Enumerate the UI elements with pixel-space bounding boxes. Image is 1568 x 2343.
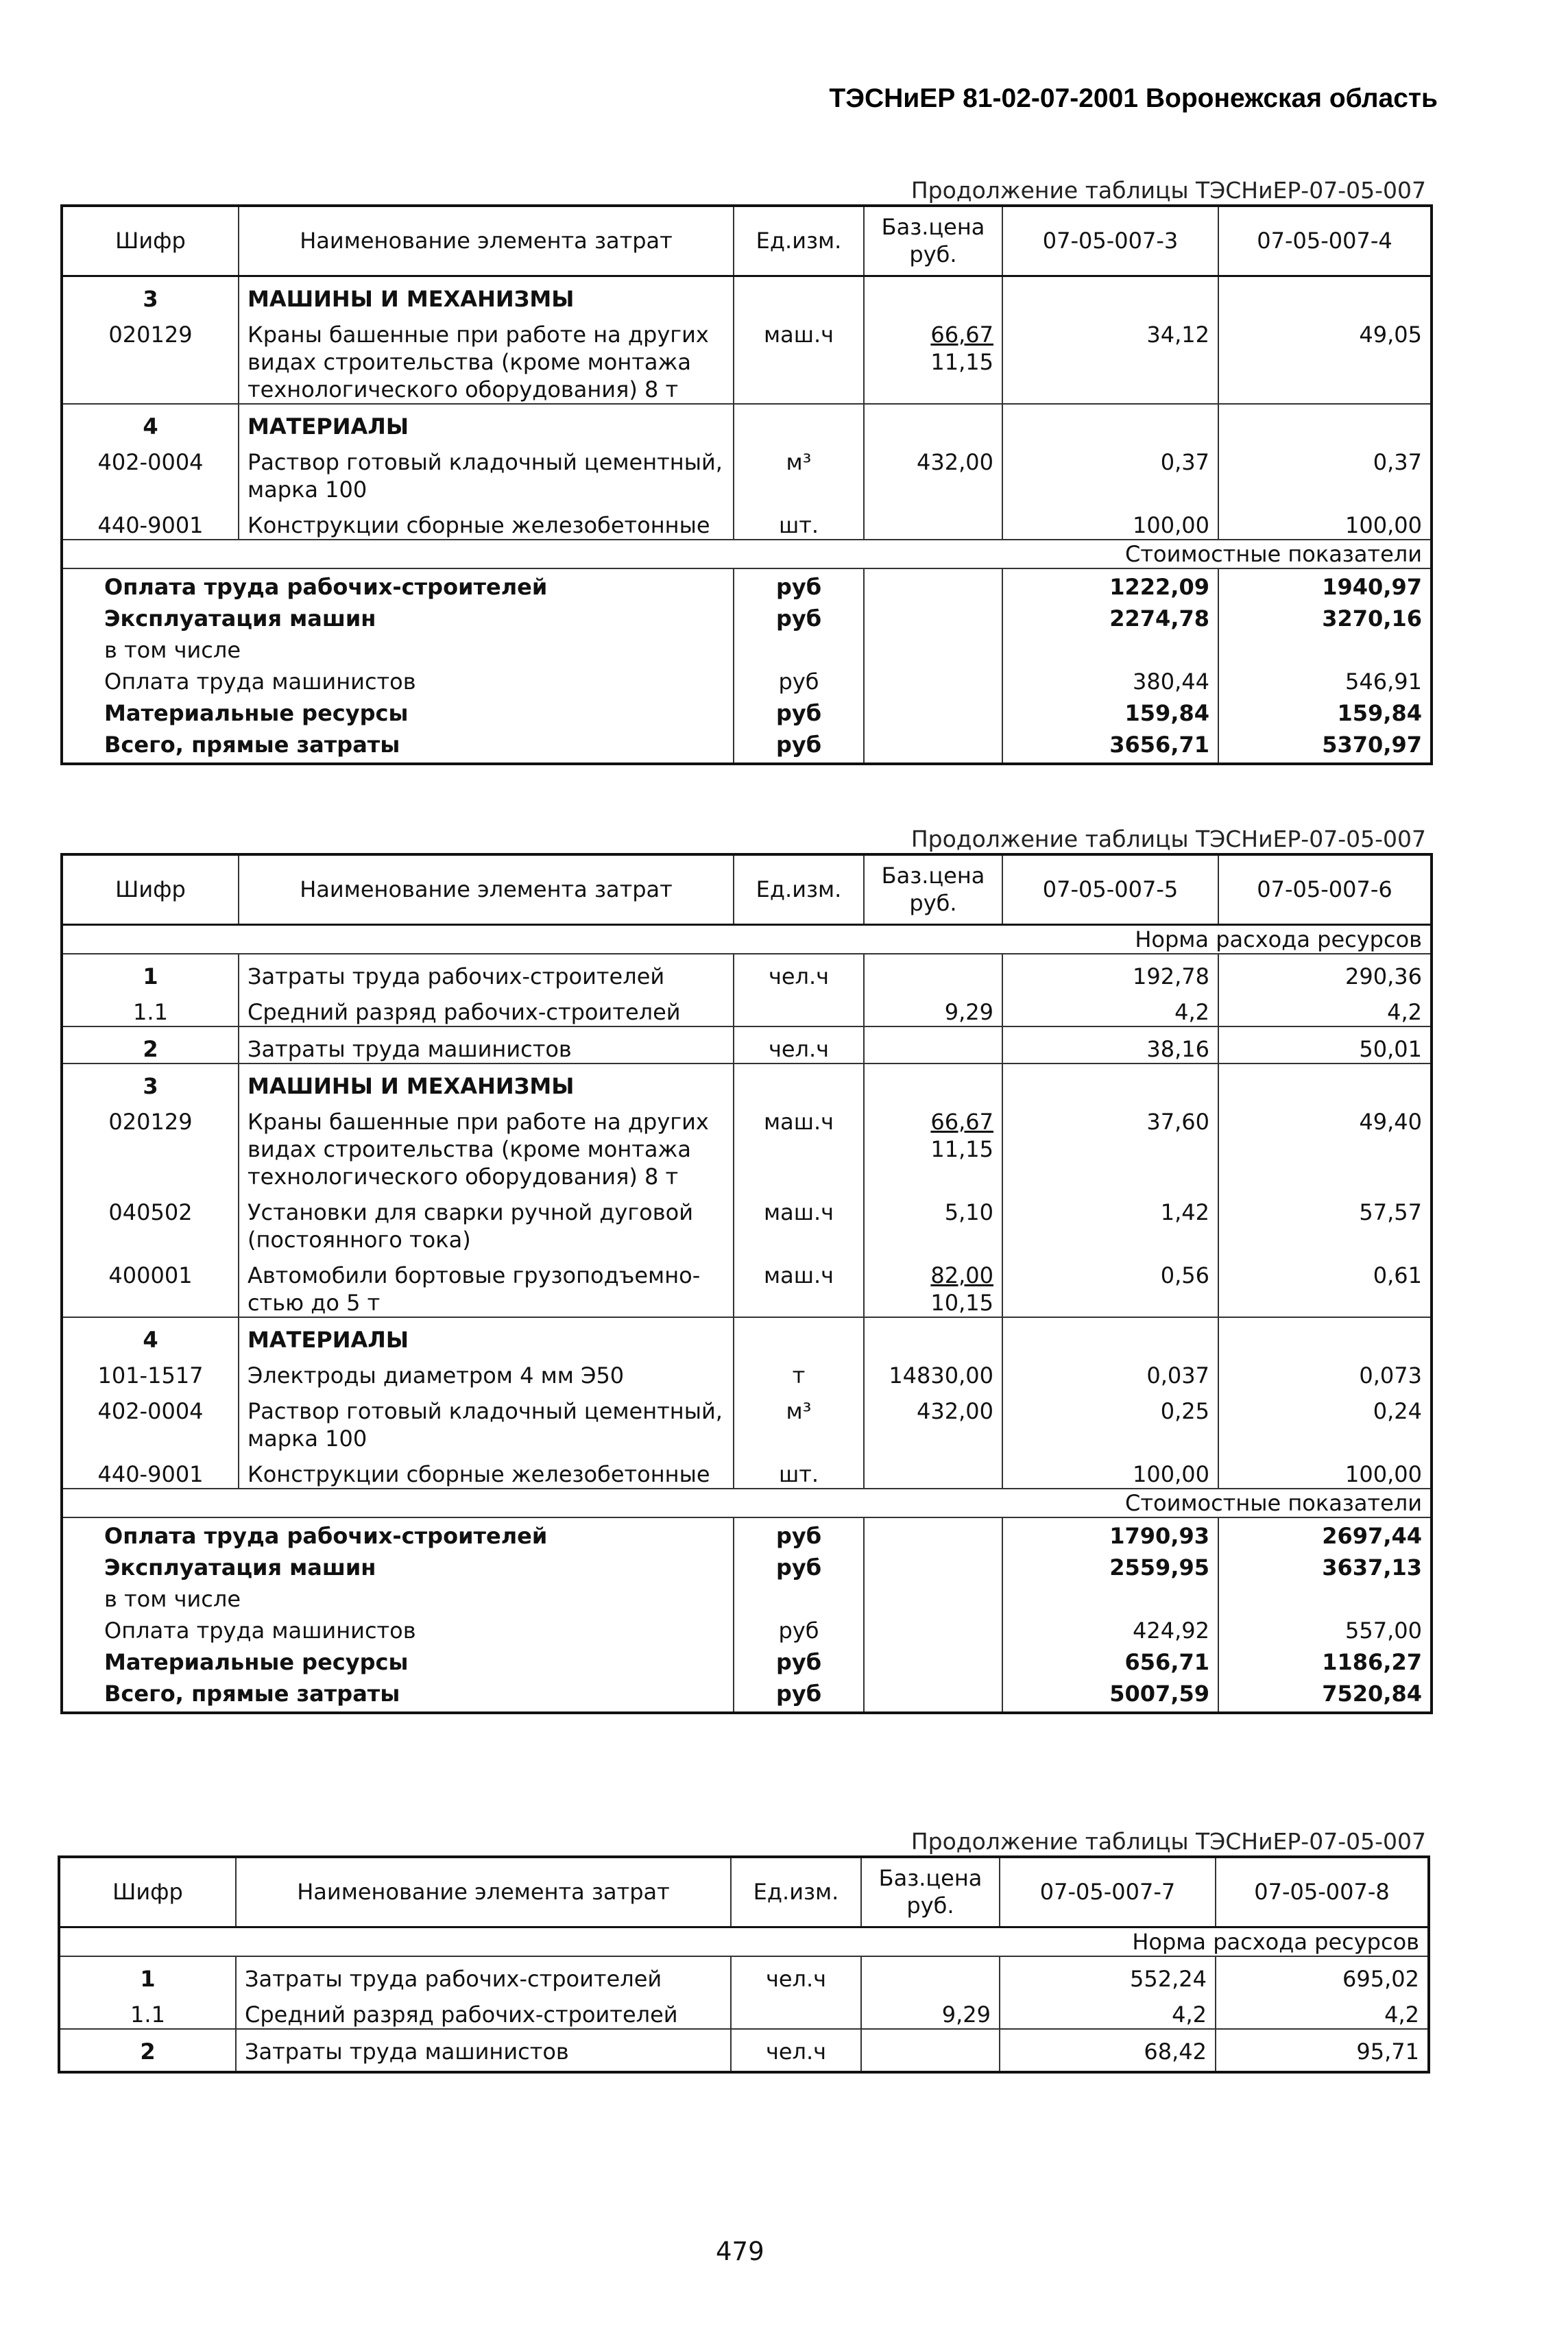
norm-title-row <box>59 1927 1429 1956</box>
row-unit: чел.ч <box>734 1026 864 1064</box>
cost-value-a: 656,71 <box>1002 1646 1218 1678</box>
row-price <box>864 1026 1002 1064</box>
row-name: Раствор готовый кладочный цементный, марка 100 <box>239 1389 734 1452</box>
cost-unit: руб <box>734 697 864 729</box>
col-header-rate-b: 07-05-007-4 <box>1218 206 1432 276</box>
row-value-a: 0,25 <box>1002 1389 1218 1452</box>
row-name: Конструкции сборные железобетонные <box>239 1452 734 1489</box>
row-name: Конструкции сборные железобетонные <box>239 503 734 540</box>
row-code: 1 <box>59 1956 236 1993</box>
cost-row <box>62 1646 1432 1678</box>
price-labor-value: 10,15 <box>930 1289 993 1316</box>
cost-value-b: 3637,13 <box>1218 1552 1432 1583</box>
labor-row <box>59 1993 1429 2029</box>
row-name: Затраты труда рабочих-строителей <box>236 1956 731 1993</box>
col-header-name: Наименование элемента затрат <box>239 854 734 924</box>
cost-value-b: 1940,97 <box>1218 568 1432 603</box>
row-value-b: 100,00 <box>1218 1452 1432 1489</box>
section-title: МАТЕРИАЛЫ <box>239 1317 734 1354</box>
row-name: Затраты труда рабочих-строителей <box>239 954 734 990</box>
row-value-a: 38,16 <box>1002 1026 1218 1064</box>
cost-value-b: 7520,84 <box>1218 1678 1432 1713</box>
norm-title-row <box>62 924 1432 954</box>
cost-row <box>62 603 1432 634</box>
table-header-row <box>62 206 1432 276</box>
row-unit: шт. <box>734 1452 864 1489</box>
row-price: 432,00 <box>864 440 1002 503</box>
row-value-a: 0,56 <box>1002 1253 1218 1317</box>
row-value-a: 192,78 <box>1002 954 1218 990</box>
col-header-rate-b: 07-05-007-8 <box>1216 1857 1429 1927</box>
cost-label: Эксплуатация машин <box>62 1552 734 1583</box>
row-price <box>864 954 1002 990</box>
row-name: Установки для сварки ручной дуговой (постоянного тока) <box>239 1190 734 1253</box>
row-name: Электроды диаметром 4 мм Э50 <box>239 1354 734 1389</box>
row-value-a: 552,24 <box>1000 1956 1216 1993</box>
col-header-code: Шифр <box>59 1857 236 1927</box>
cost-row <box>62 1678 1432 1713</box>
row-value-a: 37,60 <box>1002 1100 1218 1190</box>
cost-unit: руб <box>734 729 864 764</box>
cost-label: Материальные ресурсы <box>62 697 734 729</box>
cost-row <box>62 729 1432 764</box>
cost-row <box>62 634 1432 666</box>
section-header-row <box>62 1317 1432 1354</box>
row-code: 1.1 <box>59 1993 236 2029</box>
cost-indicators-title-row <box>62 1489 1432 1517</box>
row-price: 9,29 <box>861 1993 1000 2029</box>
table-row <box>62 313 1432 404</box>
section-header-row <box>62 404 1432 440</box>
row-value-b: 57,57 <box>1218 1190 1432 1253</box>
row-code: 440-9001 <box>62 1452 239 1489</box>
col-header-price <box>864 206 1002 276</box>
col-header-code: Шифр <box>62 854 239 924</box>
row-value-a: 4,2 <box>1002 990 1218 1026</box>
col-header-price <box>861 1857 1000 1927</box>
row-code: 2 <box>62 1026 239 1064</box>
row-value-b: 0,073 <box>1218 1354 1432 1389</box>
row-price <box>864 1100 1002 1190</box>
cost-unit: руб <box>734 1646 864 1678</box>
row-code: 101-1517 <box>62 1354 239 1389</box>
cost-value-b: 1186,27 <box>1218 1646 1432 1678</box>
row-value-a: 0,37 <box>1002 440 1218 503</box>
row-price: 432,00 <box>864 1389 1002 1452</box>
norm-title: Норма расхода ресурсов <box>62 924 1432 954</box>
row-code: 402-0004 <box>62 440 239 503</box>
table-row <box>62 1100 1432 1190</box>
cost-value-b: 546,91 <box>1218 666 1432 697</box>
cost-label: Оплата труда рабочих-строителей <box>62 568 734 603</box>
table-row <box>62 1389 1432 1452</box>
row-code: 440-9001 <box>62 503 239 540</box>
price-header-line1: Баз.цена <box>881 863 985 889</box>
cost-value-a: 380,44 <box>1002 666 1218 697</box>
row-value-b: 0,24 <box>1218 1389 1432 1452</box>
col-header-name: Наименование элемента затрат <box>236 1857 731 1927</box>
cost-indicators-title: Стоимостные показатели <box>62 1489 1432 1517</box>
row-price: 14830,00 <box>864 1354 1002 1389</box>
row-value-a: 68,42 <box>1000 2029 1216 2072</box>
price-value: 82,00 <box>930 1262 993 1288</box>
labor-row <box>62 1026 1432 1064</box>
row-price <box>864 1253 1002 1317</box>
price-value: 66,67 <box>930 1108 993 1135</box>
col-header-code: Шифр <box>62 206 239 276</box>
table-header-row <box>59 1857 1429 1927</box>
cost-label: Оплата труда машинистов <box>62 1615 734 1646</box>
row-name: Средний разряд рабочих-строителей <box>239 990 734 1026</box>
row-code: 2 <box>59 2029 236 2072</box>
col-header-unit: Ед.изм. <box>734 206 864 276</box>
cost-unit: руб <box>734 1517 864 1552</box>
row-unit <box>731 1993 861 2029</box>
row-value-b: 695,02 <box>1216 1956 1429 1993</box>
section-number: 3 <box>62 1064 239 1100</box>
labor-row <box>62 954 1432 990</box>
row-value-b: 49,40 <box>1218 1100 1432 1190</box>
resource-table-3 <box>58 1855 1430 2074</box>
price-labor-value: 11,15 <box>930 1136 993 1162</box>
cost-value-a: 159,84 <box>1002 697 1218 729</box>
row-price: 9,29 <box>864 990 1002 1026</box>
row-unit: маш.ч <box>734 1100 864 1190</box>
row-value-b: 290,36 <box>1218 954 1432 990</box>
labor-row <box>59 2029 1429 2072</box>
cost-label: в том числе <box>62 634 734 666</box>
cost-label: Материальные ресурсы <box>62 1646 734 1678</box>
section-number: 4 <box>62 1317 239 1354</box>
cost-value-a: 3656,71 <box>1002 729 1218 764</box>
page-number: 479 <box>716 2237 764 2266</box>
cost-label: Эксплуатация машин <box>62 603 734 634</box>
cost-row <box>62 697 1432 729</box>
price-labor-value: 11,15 <box>930 348 993 375</box>
table-header-row <box>62 854 1432 924</box>
row-unit: м³ <box>734 1389 864 1452</box>
col-header-rate-b: 07-05-007-6 <box>1218 854 1432 924</box>
row-unit: м³ <box>734 440 864 503</box>
row-name: Средний разряд рабочих-строителей <box>236 1993 731 2029</box>
cost-value-a: 2274,78 <box>1002 603 1218 634</box>
row-code: 402-0004 <box>62 1389 239 1452</box>
col-header-rate-a: 07-05-007-7 <box>1000 1857 1216 1927</box>
price-header-line2: руб. <box>909 241 957 268</box>
col-header-unit: Ед.изм. <box>734 854 864 924</box>
col-header-price <box>864 854 1002 924</box>
row-code: 1.1 <box>62 990 239 1026</box>
price-header-line2: руб. <box>906 1893 954 1919</box>
cost-value-b: 2697,44 <box>1218 1517 1432 1552</box>
table-row <box>62 440 1432 503</box>
section-title: МАШИНЫ И МЕХАНИЗМЫ <box>239 276 734 313</box>
row-name: Затраты труда машинистов <box>239 1026 734 1064</box>
row-value-a: 0,037 <box>1002 1354 1218 1389</box>
section-header-row <box>62 276 1432 313</box>
section-title: МАТЕРИАЛЫ <box>239 404 734 440</box>
row-code: 020129 <box>62 1100 239 1190</box>
table-row <box>62 1253 1432 1317</box>
cost-label: Оплата труда рабочих-строителей <box>62 1517 734 1552</box>
cost-value-a: 2559,95 <box>1002 1552 1218 1583</box>
row-value-b: 0,37 <box>1218 440 1432 503</box>
row-value-b: 49,05 <box>1218 313 1432 404</box>
cost-label: Всего, прямые затраты <box>62 1678 734 1713</box>
price-value: 66,67 <box>930 321 993 348</box>
cost-value-a: 424,92 <box>1002 1615 1218 1646</box>
row-code: 1 <box>62 954 239 990</box>
cost-unit: руб <box>734 666 864 697</box>
row-price <box>864 1452 1002 1489</box>
norm-title: Норма расхода ресурсов <box>59 1927 1429 1956</box>
row-value-b: 4,2 <box>1216 1993 1429 2029</box>
cost-indicators-title-row <box>62 540 1432 568</box>
labor-row <box>59 1956 1429 1993</box>
row-value-b: 100,00 <box>1218 503 1432 540</box>
price-header-line1: Баз.цена <box>881 214 985 241</box>
row-name: Затраты труда машинистов <box>236 2029 731 2072</box>
row-unit: маш.ч <box>734 1190 864 1253</box>
row-name: Краны башенные при работе на других видах строительства (кроме монтажа технологического оборудования) 8 т <box>239 313 734 404</box>
row-unit: чел.ч <box>731 1956 861 1993</box>
row-value-a: 4,2 <box>1000 1993 1216 2029</box>
page-header: ТЭСНиЕР 81-02-07-2001 Воронежская область <box>829 84 1438 113</box>
row-value-a: 1,42 <box>1002 1190 1218 1253</box>
price-header-line1: Баз.цена <box>878 1865 982 1892</box>
row-code: 400001 <box>62 1253 239 1317</box>
col-header-rate-a: 07-05-007-3 <box>1002 206 1218 276</box>
table-caption: Продолжение таблицы ТЭСНиЕР-07-05-007 <box>910 1828 1426 1855</box>
cost-unit: руб <box>734 1615 864 1646</box>
row-price <box>864 503 1002 540</box>
cost-row <box>62 666 1432 697</box>
cost-unit: руб <box>734 1678 864 1713</box>
cost-value-b: 5370,97 <box>1218 729 1432 764</box>
row-unit: чел.ч <box>734 954 864 990</box>
row-price <box>861 2029 1000 2072</box>
cost-row <box>62 1552 1432 1583</box>
row-name: Автомобили бортовые грузоподъемно-стью до 5 т <box>239 1253 734 1317</box>
cost-label: Всего, прямые затраты <box>62 729 734 764</box>
row-unit: маш.ч <box>734 1253 864 1317</box>
row-value-b: 95,71 <box>1216 2029 1429 2072</box>
table-row <box>62 1354 1432 1389</box>
cost-value-b: 557,00 <box>1218 1615 1432 1646</box>
row-value-a: 34,12 <box>1002 313 1218 404</box>
cost-value-a: 1790,93 <box>1002 1517 1218 1552</box>
row-value-b: 4,2 <box>1218 990 1432 1026</box>
row-code: 020129 <box>62 313 239 404</box>
resource-table-1 <box>60 204 1433 765</box>
row-value-a: 100,00 <box>1002 1452 1218 1489</box>
cost-value-a: 1222,09 <box>1002 568 1218 603</box>
col-header-unit: Ед.изм. <box>731 1857 861 1927</box>
row-unit: маш.ч <box>734 313 864 404</box>
section-title: МАШИНЫ И МЕХАНИЗМЫ <box>239 1064 734 1100</box>
row-price: 5,10 <box>864 1190 1002 1253</box>
col-header-rate-a: 07-05-007-5 <box>1002 854 1218 924</box>
cost-value-b: 159,84 <box>1218 697 1432 729</box>
resource-table-2 <box>60 853 1433 1714</box>
row-unit: т <box>734 1354 864 1389</box>
cost-row <box>62 1583 1432 1615</box>
table-caption: Продолжение таблицы ТЭСНиЕР-07-05-007 <box>910 177 1426 204</box>
cost-indicators-title: Стоимостные показатели <box>62 540 1432 568</box>
section-header-row <box>62 1064 1432 1100</box>
cost-row <box>62 1517 1432 1552</box>
row-price <box>861 1956 1000 1993</box>
cost-unit: руб <box>734 1552 864 1583</box>
row-unit <box>734 990 864 1026</box>
price-header-line2: руб. <box>909 890 957 917</box>
table-row <box>62 1452 1432 1489</box>
cost-row <box>62 1615 1432 1646</box>
cost-label: Оплата труда машинистов <box>62 666 734 697</box>
row-value-a: 100,00 <box>1002 503 1218 540</box>
cost-label: в том числе <box>62 1583 734 1615</box>
section-number: 4 <box>62 404 239 440</box>
row-price <box>864 313 1002 404</box>
table-row <box>62 1190 1432 1253</box>
row-value-b: 0,61 <box>1218 1253 1432 1317</box>
cost-unit: руб <box>734 603 864 634</box>
row-name: Раствор готовый кладочный цементный, марка 100 <box>239 440 734 503</box>
cost-value-a: 5007,59 <box>1002 1678 1218 1713</box>
table-row <box>62 503 1432 540</box>
cost-unit: руб <box>734 568 864 603</box>
section-number: 3 <box>62 276 239 313</box>
cost-row <box>62 568 1432 603</box>
row-name: Краны башенные при работе на других видах строительства (кроме монтажа технологического оборудования) 8 т <box>239 1100 734 1190</box>
table-caption: Продолжение таблицы ТЭСНиЕР-07-05-007 <box>910 826 1426 852</box>
row-code: 040502 <box>62 1190 239 1253</box>
row-unit: чел.ч <box>731 2029 861 2072</box>
labor-row <box>62 990 1432 1026</box>
row-value-b: 50,01 <box>1218 1026 1432 1064</box>
col-header-name: Наименование элемента затрат <box>239 206 734 276</box>
row-unit: шт. <box>734 503 864 540</box>
cost-value-b: 3270,16 <box>1218 603 1432 634</box>
